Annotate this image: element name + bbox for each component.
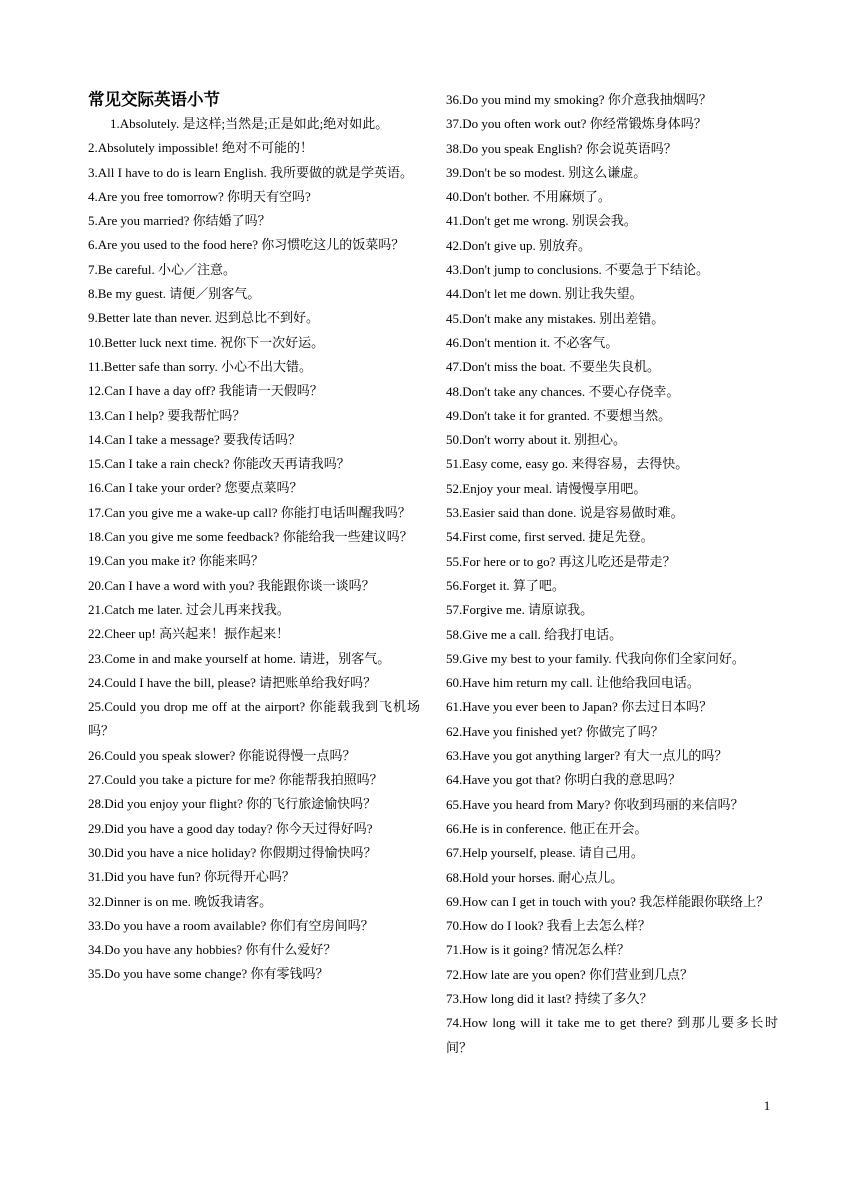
phrase-entry: 43.Don't jump to conclusions. 不要急于下结论。 xyxy=(446,262,710,278)
phrase-entry: 69.How can I get in touch with you? 我怎样能跟你联络上？ xyxy=(446,893,770,909)
phrase-entry: 36.Do you mind my smoking? 你介意我抽烟吗？ xyxy=(446,92,712,107)
phrase-entry: 35.Do you have some change? 你有零钱吗？ xyxy=(88,966,329,982)
phrase-entry: 58.Give me a call. 给我打电话。 xyxy=(446,626,623,642)
phrase-entry: 31.Did you have fun? 你玩得开心吗？ xyxy=(88,869,295,885)
phrase-entry: 6.Are you used to the food here? 你习惯吃这儿的饭菜吗？ xyxy=(88,237,405,253)
phrase-entry: 15.Can I take a rain check? 你能改天再请我吗？ xyxy=(88,456,350,472)
phrase-entry: 61.Have you ever been to Japan? 你去过日本吗？ xyxy=(446,699,713,715)
phrase-entry: 4.Are you free tomorrow? 你明天有空吗? xyxy=(88,188,311,204)
phrase-entry: 34.Do you have any hobbies? 你有什么爱好？ xyxy=(88,942,337,958)
phrase-entry: 30.Did you have a nice holiday? 你假期过得愉快吗？ xyxy=(88,844,377,860)
phrase-entry: 66.He is in conference. 他正在开会。 xyxy=(446,820,648,836)
phrase-entry: 51.Easy come, easy go. 来得容易，去得快。 xyxy=(446,456,689,472)
phrase-entry: 57.Forgive me. 请原谅我。 xyxy=(446,602,594,618)
phrase-entry: 3.All I have to do is learn English. 我所要做的就是学英语。 xyxy=(88,164,413,180)
phrase-entry: 45.Don't make any mistakes. 别出差错。 xyxy=(446,310,665,326)
phrase-entry: 64.Have you got that? 你明白我的意思吗？ xyxy=(446,772,682,788)
phrase-entry: 7.Be careful. 小心／注意。 xyxy=(88,261,237,277)
phrase-entry: 67.Help yourself, please. 请自己用。 xyxy=(446,845,644,861)
phrase-entry: 8.Be my guest. 请便／别客气。 xyxy=(88,286,261,302)
phrase-entry: 50.Don't worry about it. 别担心。 xyxy=(446,432,626,448)
phrase-entry: 74.How long will it take me to get there? 到那儿要多长时间？ xyxy=(446,1015,778,1055)
phrase-entry: 19.Can you make it? 你能来吗？ xyxy=(88,553,264,569)
phrase-entry: 38.Do you speak English? 你会说英语吗？ xyxy=(446,140,677,156)
phrase-entry: 40.Don't bother. 不用麻烦了。 xyxy=(446,189,611,205)
phrase-entry: 59.Give my best to your family. 代我向你们全家问好。 xyxy=(446,650,745,666)
phrase-entry: 47.Don't miss the boat. 不要坐失良机。 xyxy=(446,359,660,375)
phrase-entry: 29.Did you have a good day today? 你今天过得好吗? xyxy=(88,820,373,836)
phrase-entry: 25.Could you drop me off at the airport? 你能载我到飞机场吗？ xyxy=(88,699,420,739)
phrase-entry: 52.Enjoy your meal. 请慢慢享用吧。 xyxy=(446,480,647,496)
phrase-entry: 53.Easier said than done. 说是容易做时难。 xyxy=(446,505,684,521)
phrase-entry: 20.Can I have a word with you? 我能跟你谈一谈吗？ xyxy=(88,577,375,593)
phrase-entry: 12.Can I have a day off? 我能请一天假吗？ xyxy=(88,383,323,399)
phrase-entry: 46.Don't mention it. 不必客气。 xyxy=(446,334,619,350)
phrase-entry: 26.Could you speak slower? 你能说得慢一点吗？ xyxy=(88,747,356,763)
phrase-entry: 60.Have him return my call. 让他给我回电话。 xyxy=(446,675,700,691)
phrase-entry: 48.Don't take any chances. 不要心存侥幸。 xyxy=(446,383,680,399)
phrase-entry: 27.Could you take a picture for me? 你能帮我拍照吗？ xyxy=(88,772,383,788)
phrase-entry: 68.Hold your horses. 耐心点儿。 xyxy=(446,869,624,885)
phrase-entry: 11.Better safe than sorry. 小心不出大错。 xyxy=(88,358,312,374)
phrase-entry: 37.Do you often work out? 你经常锻炼身体吗？ xyxy=(446,116,707,132)
phrase-entry: 70.How do I look? 我看上去怎么样？ xyxy=(446,918,651,934)
left-column xyxy=(88,88,420,987)
right-column xyxy=(446,88,778,1060)
phrase-entry: 39.Don't be so modest. 别这么谦虚。 xyxy=(446,164,647,180)
phrase-entry: 41.Don't get me wrong. 别误会我。 xyxy=(446,213,637,229)
phrase-entry: 1.Absolutely. 是这样;当然是;正是如此;绝对如此。 xyxy=(110,116,389,131)
left-phrase-list xyxy=(88,112,420,987)
phrase-entry: 73.How long did it last? 持续了多久？ xyxy=(446,990,653,1006)
phrase-entry: 2.Absolutely impossible! 绝对不可能的！ xyxy=(88,140,313,156)
right-phrase-list xyxy=(446,88,778,1060)
phrase-entry: 33.Do you have a room available? 你们有空房间吗？ xyxy=(88,917,374,933)
phrase-entry: 72.How late are you open? 你们营业到几点？ xyxy=(446,966,693,982)
phrase-entry: 32.Dinner is on me. 晚饭我请客。 xyxy=(88,893,273,909)
phrase-entry: 24.Could I have the bill, please? 请把账单给我好吗？ xyxy=(88,674,377,690)
phrase-entry: 44.Don't let me down. 别让我失望。 xyxy=(446,286,643,302)
phrase-entry: 17.Can you give me a wake-up call? 你能打电话叫醒我吗？ xyxy=(88,504,411,520)
phrase-entry: 23.Come in and make yourself at home. 请进，别客气。 xyxy=(88,650,391,666)
phrase-entry: 9.Better late than never. 迟到总比不到好。 xyxy=(88,310,320,326)
phrase-entry: 56.Forget it. 算了吧。 xyxy=(446,577,565,593)
phrase-entry: 13.Can I help? 要我帮忙吗？ xyxy=(88,407,246,423)
phrase-entry: 65.Have you heard from Mary? 你收到玛丽的来信吗？ xyxy=(446,796,744,812)
phrase-entry: 14.Can I take a message? 要我传话吗？ xyxy=(88,431,302,447)
phrase-entry: 63.Have you got anything larger? 有大一点儿的吗？ xyxy=(446,748,728,764)
phrase-entry: 49.Don't take it for granted. 不要想当然。 xyxy=(446,407,672,423)
page-number: 1 xyxy=(763,1098,771,1113)
phrase-entry: 42.Don't give up. 别放弃。 xyxy=(446,237,591,253)
page-title: 常见交际英语小节 xyxy=(88,90,220,109)
phrase-entry: 54.First come, first served. 捷足先登。 xyxy=(446,529,654,545)
phrase-entry: 62.Have you finished yet? 你做完了吗？ xyxy=(446,723,664,739)
phrase-entry: 22.Cheer up! 高兴起来！振作起来！ xyxy=(88,626,290,642)
phrase-entry: 21.Catch me later. 过会儿再来找我。 xyxy=(88,601,290,617)
phrase-entry: 55.For here or to go? 再这儿吃还是带走？ xyxy=(446,553,676,569)
phrase-entry: 28.Did you enjoy your flight? 你的飞行旅途愉快吗？ xyxy=(88,796,377,812)
phrase-entry: 5.Are you married? 你结婚了吗？ xyxy=(88,213,271,229)
phrase-entry: 16.Can I take your order? 您要点菜吗？ xyxy=(88,480,303,496)
phrase-entry: 10.Better luck next time. 祝你下一次好运。 xyxy=(88,334,325,350)
phrase-entry: 18.Can you give me some feedback? 你能给我一些建议吗？ xyxy=(88,529,413,545)
phrase-entry: 71.How is it going? 情况怎么样？ xyxy=(446,942,630,958)
